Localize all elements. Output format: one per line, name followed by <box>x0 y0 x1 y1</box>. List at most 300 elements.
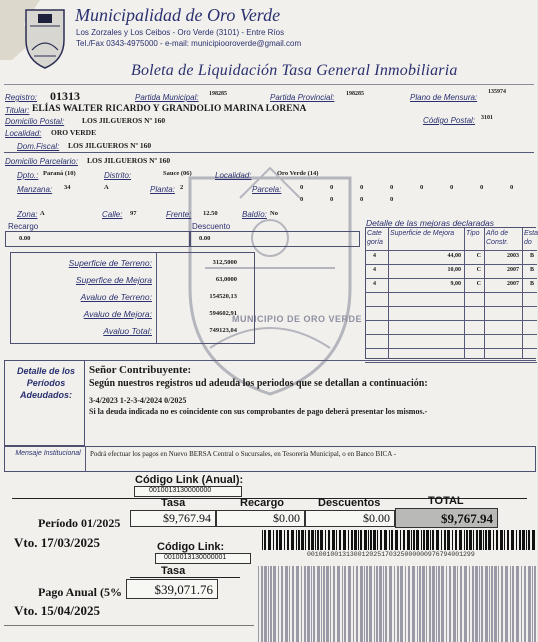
mejoras-header: Esta do <box>524 230 538 246</box>
barcode-bar <box>485 530 487 550</box>
barcode-bar <box>416 530 419 550</box>
descuento-value: 0.00 <box>199 235 211 242</box>
barcode-bar <box>273 566 276 642</box>
plano-mensura-label: Plano de Mensura: <box>410 93 478 102</box>
barcode-bar <box>419 566 421 642</box>
pago2-vencimiento: Vto. 15/04/2025 <box>14 603 100 618</box>
barcode-bar <box>353 566 354 642</box>
barcode-bar <box>411 530 412 550</box>
pago1-descuentos: $0.00 <box>363 511 390 525</box>
barcode-bar <box>278 566 279 642</box>
barcode-bar <box>364 530 367 550</box>
barcode-bar <box>516 566 519 642</box>
barcode-bar <box>446 566 447 642</box>
barcode-bar <box>360 566 363 642</box>
pago1-periodo: Período 01/2025 <box>38 516 121 530</box>
superficie-label: Avaluo de Mejora: <box>83 309 152 319</box>
barcode-bar <box>405 566 406 642</box>
superficie-label: Avaluo de Terreno: <box>80 292 152 302</box>
barcode-bar <box>496 530 498 550</box>
parcela-row1-digit: 0 <box>510 184 514 191</box>
dpto-label: Dpto.: <box>17 171 39 180</box>
superficie-label: Superficie de Terreno: <box>68 258 152 268</box>
barcode-bar <box>301 566 302 642</box>
barcode-bar <box>339 530 341 550</box>
barcode-bar <box>336 530 337 550</box>
barcode-bar <box>488 530 491 550</box>
mejoras-cell: 4 <box>373 253 376 259</box>
calle-label: Calle: <box>102 210 123 219</box>
codigo-postal-value: 3101 <box>481 115 493 121</box>
barcode-bar <box>330 566 331 642</box>
dpto-value: Paraná (10) <box>43 170 76 177</box>
barcode-bar <box>289 566 290 642</box>
mejoras-header: Tipo <box>466 230 480 237</box>
zona-value: A <box>40 210 45 217</box>
parcela-row2-digit: 0 <box>390 196 394 203</box>
zona-label: Zona: <box>17 210 38 219</box>
barcode-bar <box>323 566 325 642</box>
titular-label: Titular: <box>5 106 30 115</box>
barcode-bar <box>476 530 478 550</box>
barcode-bar <box>460 566 462 642</box>
barcode-bar <box>344 566 346 642</box>
barcode-bar <box>333 566 335 642</box>
pago1-vencimiento: Vto. 17/03/2025 <box>14 535 100 550</box>
recargo-header: Recargo <box>240 497 285 509</box>
barcode-bar <box>296 530 297 550</box>
barcode-bar <box>466 530 468 550</box>
mejoras-cell: 4 <box>373 267 376 273</box>
planta-value: 2 <box>180 184 184 191</box>
superficies-divider <box>156 252 157 344</box>
distrito-value: Sauce (06) <box>163 170 192 177</box>
parcela-row2-digit: 0 <box>360 196 364 203</box>
plano-mensura-value: 135974 <box>488 89 506 95</box>
barcode-number: 0010010013130012025170325000000976794001299 <box>307 551 475 558</box>
barcode-bar <box>500 530 503 550</box>
barcode-bar <box>268 566 269 642</box>
barcode-bar <box>296 566 299 642</box>
mejoras-header: Cate goría <box>367 230 383 246</box>
barcode-bar <box>521 566 522 642</box>
barcode-bar <box>261 566 263 642</box>
codigo-postal-label: Código Postal: <box>423 116 476 125</box>
mensaje-label: Mensaje Institucional <box>15 450 81 457</box>
barcode-bar <box>483 530 484 550</box>
barcode-bar <box>373 530 376 550</box>
barcode-bar <box>348 530 349 550</box>
barcode-bar <box>285 566 288 642</box>
domicilio-parcelario-label: Domicilio Parcelario: <box>5 157 78 166</box>
mejoras-row-line <box>365 278 537 279</box>
mejoras-row-line <box>365 348 537 349</box>
mejoras-title: Detalle de las mejoras declaradas <box>366 218 495 228</box>
barcode-bar <box>385 566 387 642</box>
barcode-bar <box>281 566 283 642</box>
barcode-pago2-blurred <box>258 566 536 642</box>
superficie-label: Avaluo Total: <box>103 326 152 336</box>
total-header: TOTAL <box>428 495 464 507</box>
mejoras-row-line <box>365 334 537 335</box>
barcode-bar <box>395 530 398 550</box>
registro-value: 01313 <box>50 89 80 103</box>
barcode-bar <box>507 530 509 550</box>
barcode-bar <box>262 530 263 550</box>
pago1-descuentos-box <box>305 510 395 527</box>
mejoras-cell: C <box>476 267 481 273</box>
superficie-label: Superfice de Mejora <box>75 275 152 285</box>
pago1-recargo: $0.00 <box>273 511 300 525</box>
mejoras-column-line <box>464 228 465 359</box>
barcode-bar <box>376 566 378 642</box>
barcode-bar <box>403 530 405 550</box>
contact-line: Tel./Fax 0343-4975000 - e-mail: municipiooroverde@gmail.com <box>76 39 302 48</box>
contribuyente-heading: Señor Contribuyente: <box>89 364 192 376</box>
barcode-bar <box>413 530 415 550</box>
mejoras-header: Superficie de Mejora <box>390 230 455 237</box>
barcode-bar <box>441 530 442 550</box>
mejoras-cell: C <box>476 253 481 259</box>
barcode-bar <box>505 566 508 642</box>
barcode-bar <box>422 566 425 642</box>
parcela-localidad-label: Localidad: <box>215 171 252 180</box>
municipality-title: Municipalidad de Oro Verde <box>75 5 281 25</box>
mejoras-row-line <box>365 306 537 307</box>
domicilio-postal-label: Domicilio Postal: <box>5 117 65 126</box>
barcode-bar <box>342 566 343 642</box>
mejoras-cell: 9,00 <box>450 281 461 287</box>
barcode-bar <box>491 566 493 642</box>
barcode-bar <box>389 530 390 550</box>
pago1-tasa: $9,767.94 <box>163 511 211 525</box>
barcode-bar <box>412 566 415 642</box>
mejoras-column-line <box>522 228 523 359</box>
municipal-crest-logo <box>18 6 72 70</box>
barcode-bar <box>291 530 294 550</box>
mejoras-cell: 44,00 <box>447 253 461 259</box>
barcode-bar <box>452 530 453 550</box>
barcode-bar <box>469 566 470 642</box>
parcela-row1-digit: 0 <box>450 184 454 191</box>
codigo-link-label: Código Link: <box>157 541 225 553</box>
partida-provincial-label: Partida Provincial: <box>270 93 335 102</box>
mejoras-cell: B <box>529 281 534 287</box>
barcode-bar <box>421 530 422 550</box>
frente-value: 12.50 <box>203 210 218 217</box>
pago1-total: $9,767.94 <box>441 511 493 526</box>
barcode-bar <box>485 566 488 642</box>
registro-label: Registro: <box>5 93 38 102</box>
barcode-bar <box>325 530 326 550</box>
barcode-bar <box>328 530 330 550</box>
barcode-bar <box>397 566 399 642</box>
barcode-bar <box>315 530 316 550</box>
dom-fiscal-value: LOS JILGUEROS Nº 160 <box>68 141 152 150</box>
section-divider <box>4 152 534 153</box>
barcode-bar <box>430 530 431 550</box>
watermark-text: MUNICIPIO DE ORO VERDE <box>232 314 363 324</box>
barcode-bar <box>389 566 392 642</box>
barcode-bar <box>276 530 278 550</box>
barcode-bar <box>391 530 393 550</box>
barcode-bar <box>441 566 444 642</box>
barcode-bar <box>284 530 285 550</box>
manzana-value-letter: A <box>104 184 109 191</box>
barcode-bar <box>493 530 494 550</box>
barcode-bar <box>464 530 465 550</box>
barcode-bar <box>270 566 272 642</box>
barcode-bar <box>426 566 427 642</box>
domicilio-postal-value: LOS JILGUEROS Nº 160 <box>82 116 166 125</box>
barcode-bar <box>489 566 490 642</box>
barcode-bar <box>307 566 310 642</box>
barcode-bar <box>268 530 271 550</box>
barcode-bar <box>532 530 535 550</box>
parcela-row1-digit: 0 <box>360 184 364 191</box>
document-title: Boleta de Liquidación Tasa General Inmobiliaria <box>131 62 458 79</box>
parcela-row1-digit: 0 <box>300 184 304 191</box>
barcode-bar <box>264 530 266 550</box>
barcode-bar <box>279 530 282 550</box>
barcode-bar <box>432 566 435 642</box>
superficie-value: 154520,13 <box>209 293 237 300</box>
barcode-bar <box>501 566 503 642</box>
localidad-label: Localidad: <box>5 129 42 138</box>
superficie-value: 312,5000 <box>212 259 237 266</box>
calle-value: 97 <box>130 210 137 217</box>
localidad-value: ORO VERDE <box>51 128 97 137</box>
pago1-tasa-box <box>130 510 216 527</box>
barcode-bar <box>337 566 340 642</box>
header-divider <box>4 84 534 85</box>
barcode-bar <box>524 566 526 642</box>
planta-label: Planta: <box>150 185 175 194</box>
baldio-value: No <box>270 210 278 217</box>
barcode-bar <box>258 566 259 642</box>
parcela-row2-digit: 0 <box>300 196 304 203</box>
barcode-bar <box>534 566 536 642</box>
partida-municipal-label: Partida Municipal: <box>135 93 199 102</box>
barcode-bar <box>383 566 384 642</box>
pago2-header-line <box>130 577 240 578</box>
barcode-bar <box>436 566 437 642</box>
barcode-bar <box>298 530 300 550</box>
periodos-label: Detalle de los Períodos Adeudados: <box>16 366 76 400</box>
barcode-bar <box>400 566 403 642</box>
recargo-box <box>5 231 190 247</box>
barcode-bar <box>479 530 482 550</box>
barcode-bar <box>301 530 304 550</box>
barcode-bar <box>311 530 314 550</box>
barcode-bar <box>447 530 450 550</box>
barcode-bar <box>457 566 458 642</box>
barcode-bar <box>526 530 527 550</box>
barcode-bar <box>358 530 359 550</box>
barcode-bar <box>408 566 410 642</box>
barcode-bar <box>356 566 358 642</box>
barcode-bar <box>436 530 439 550</box>
barcode-bar <box>504 530 505 550</box>
barcode-bar <box>313 566 315 642</box>
barcode-bar <box>360 530 362 550</box>
codigo-link-anual-value: 0010013130000000 <box>149 487 212 494</box>
barcode-bar <box>354 530 357 550</box>
manzana-label: Manzana: <box>17 185 53 194</box>
barcode-bar <box>469 530 472 550</box>
barcode-bar <box>374 566 375 642</box>
dom-fiscal-label: Dom.Fiscal: <box>17 142 60 151</box>
barcode-bar <box>311 566 312 642</box>
parcela-label: Parcela: <box>252 185 282 194</box>
barcode-bar <box>348 566 351 642</box>
barcode-bar <box>366 566 368 642</box>
barcode-bar <box>519 530 521 550</box>
barcode-bar <box>317 566 320 642</box>
codigo-link-value: 0010013130000001 <box>164 554 227 561</box>
pago2-tasa-box <box>126 579 218 599</box>
barcode-bar <box>479 566 480 642</box>
parcela-localidad-value: Oro Verde (14) <box>277 170 319 177</box>
barcode-bar <box>464 566 467 642</box>
barcode-bar <box>320 530 323 550</box>
barcode-bar <box>444 530 446 550</box>
superficie-value: 594602,91 <box>209 310 237 317</box>
barcode-bar <box>326 566 329 642</box>
baldio-label: Baldío: <box>242 210 267 219</box>
barcode-bar <box>423 530 425 550</box>
barcode-bar <box>273 530 274 550</box>
mensaje-divider <box>85 446 86 472</box>
barcode-bar <box>532 566 533 642</box>
superficie-value: 749123,04 <box>209 327 237 334</box>
parcela-row1-digit: 0 <box>480 184 484 191</box>
parcela-row1-digit: 0 <box>420 184 424 191</box>
mejoras-cell: C <box>476 281 481 287</box>
mejoras-row-line <box>365 250 537 251</box>
pago1-recargo-box <box>216 510 305 527</box>
mejoras-cell: 2003 <box>507 253 519 259</box>
address-line: Los Zorzales y Los Ceibos - Oro Verde (3101) - Entre Ríos <box>76 28 285 37</box>
barcode-bar <box>308 530 310 550</box>
barcode-bar <box>370 530 372 550</box>
barcode-bar <box>494 566 497 642</box>
parcela-row2-digit: 0 <box>330 196 334 203</box>
barcode-bar <box>511 530 514 550</box>
parcela-row1-digit: 0 <box>390 184 394 191</box>
barcode-bar <box>321 566 322 642</box>
mejoras-cell: B <box>529 267 534 273</box>
periodos-message: Según nuestros registros ud adeuda los periodos que se detallan a continuación: <box>89 378 428 389</box>
barcode-bar <box>343 530 346 550</box>
periodos-note: Si la deuda indicada no es coincidente con sus comprobantes de pago deberá presentar los mismos.- <box>89 407 428 416</box>
barcode-bar <box>379 566 382 642</box>
barcode-pago1 <box>262 530 534 550</box>
barcode-bar <box>472 566 474 642</box>
mensaje-text: Podrá efectuar los pagos en Nuevo BERSA Central o Sucursales, en Tesorería Municipal, o en Banco BICA - <box>90 450 396 458</box>
pago2-tasa: $39,071.76 <box>154 582 213 597</box>
barcode-bar <box>512 566 514 642</box>
pago1-total-box <box>395 508 498 528</box>
barcode-bar <box>292 566 294 642</box>
tasa-header: Tasa <box>161 497 186 509</box>
periodos-list: 3-4/2023 1-2-3-4/2024 0/2025 <box>89 396 187 405</box>
pago2-tasa-header: Tasa <box>161 565 186 577</box>
barcode-bar <box>528 566 531 642</box>
barcode-bar <box>459 530 462 550</box>
recargo-value: 0.00 <box>19 235 31 242</box>
partida-municipal-value: 198285 <box>209 91 227 97</box>
barcode-bar <box>369 566 372 642</box>
barcode-bar <box>481 566 483 642</box>
mejoras-header: Año de Constr. <box>486 230 509 246</box>
barcode-bar <box>528 530 530 550</box>
barcode-bar <box>305 530 306 550</box>
barcode-bar <box>498 566 499 642</box>
barcode-bar <box>332 530 335 550</box>
barcode-bar <box>377 530 378 550</box>
barcode-bar <box>380 530 382 550</box>
descuentos-header: Descuentos <box>318 497 381 509</box>
mejoras-cell: B <box>529 253 534 259</box>
descuento-label: Descuento <box>192 222 231 231</box>
titular-value: ELÍAS WALTER RICARDO Y GRANDOLIO MARINA LORENA <box>32 104 307 114</box>
barcode-bar <box>407 530 410 550</box>
domicilio-parcelario-value: LOS JILGUEROS Nº 160 <box>87 156 171 165</box>
partida-provincial-value: 198285 <box>346 91 364 97</box>
mejoras-row-line <box>365 292 537 293</box>
barcode-bar <box>317 530 319 550</box>
frente-label: Frente: <box>166 210 192 219</box>
barcode-bar <box>364 566 365 642</box>
barcode-bar <box>368 530 369 550</box>
barcode-bar <box>455 530 457 550</box>
mejoras-cell: 4 <box>373 281 376 287</box>
barcode-bar <box>475 566 478 642</box>
manzana-value-number: 34 <box>64 184 71 191</box>
distrito-label: Distrito: <box>104 171 132 180</box>
barcode-bar <box>516 530 517 550</box>
barcode-bar <box>449 566 451 642</box>
barcode-bar <box>432 530 434 550</box>
mejoras-cell: 2007 <box>507 267 519 273</box>
mejoras-column-line <box>484 228 485 359</box>
barcode-bar <box>426 530 429 550</box>
barcode-bar <box>264 566 267 642</box>
barcode-bar <box>287 530 289 550</box>
barcode-bar <box>351 530 353 550</box>
barcode-bar <box>417 566 418 642</box>
descuento-box <box>190 231 360 247</box>
mejoras-row-line <box>365 362 537 363</box>
barcode-bar <box>429 566 431 642</box>
barcode-bar <box>394 566 395 642</box>
mejoras-row-line <box>365 264 537 265</box>
pago2-periodo: Pago Anual (5% <box>38 585 123 599</box>
recargo-label: Recargo <box>8 222 39 231</box>
barcode-bar <box>438 566 440 642</box>
barcode-bar <box>453 566 456 642</box>
barcode-bar <box>384 530 387 550</box>
barcode-bar <box>522 530 525 550</box>
mejoras-column-line <box>388 228 389 359</box>
mejoras-cell: 2007 <box>507 281 519 287</box>
barcode-bar <box>400 530 401 550</box>
bottom-line <box>4 625 254 626</box>
barcode-bar <box>473 530 474 550</box>
codigo-link-anual-label: Código Link (Anual): <box>135 474 244 486</box>
barcode-bar <box>510 566 511 642</box>
